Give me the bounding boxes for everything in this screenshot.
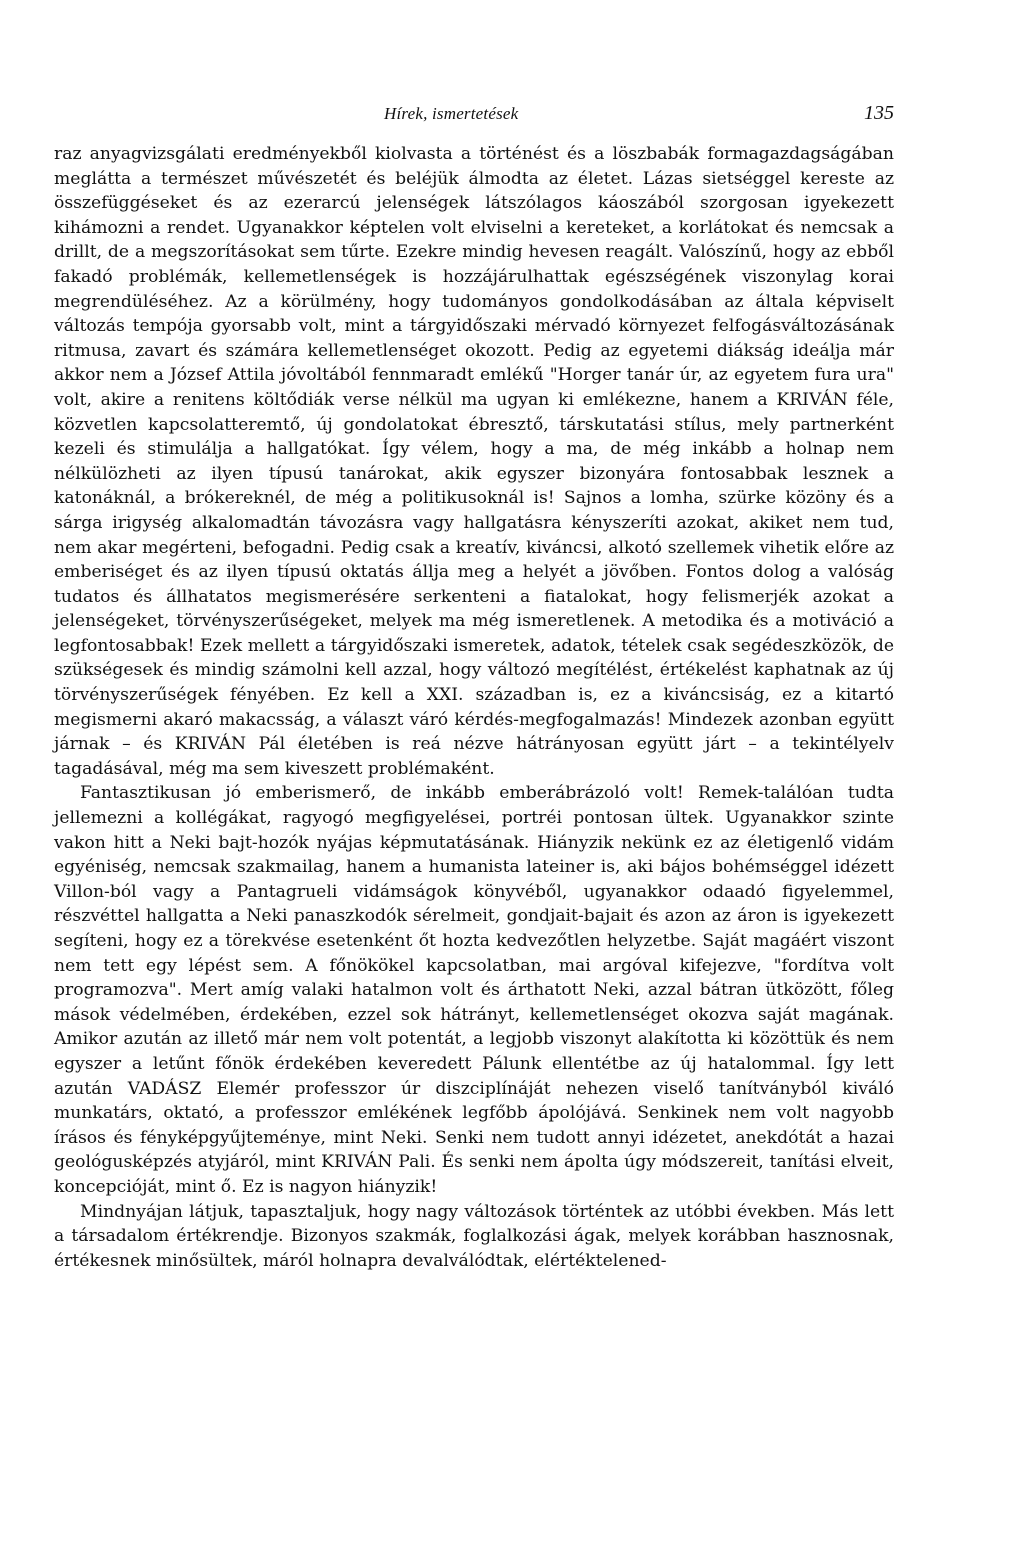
paragraph-continued: raz anyagvizsgálati eredményekből kiolvasta a történést és a löszbabák formagazdagságában meglátta a természet művészetét és beléjük álmodta az életet. Lázas sietséggel kereste az összefüggéseket és az ezerarcú jelenségek látszólagos káoszából szorgosan igyekezett kihámozni a rendet. Ugyanakkor képtelen volt elviselni a kereteket, a korlátokat és nemcsak a drillt, de a megszorításokat sem tűrte. Ezekre mindig hevesen reagált. Valószínű, hogy az ebből fakadó problémák, kellemetlenségek is hozzájárulhattak egészségének viszonylag korai megrendüléséhez. Az a körülmény, hogy tudományos gondolkodásában az általa képviselt változás tempója gyorsabb volt, mint a tárgyidőszaki mérvadó környezet felfogásváltozásának ritmusa, zavart és számára kellemetlenséget okozott. Pedig az egyetemi diákság ideálja már akkor nem a József Attila jóvoltából fennmaradt emlékű "Horger tanár úr, az egyetem fura ura" volt, akire a renitens költődiák verse nélkül ma ugyan ki emlékezne, hanem a KRIVÁN féle, közvetlen kapcsolatteremtő, új gondolatokat ébresztő, társkutatási stílus, mely partnerként kezeli és stimulálja a hallgatókat. Így vélem, hogy a ma, de még inkább a holnap nem nélkülözheti az ilyen típusú tanárokat, akik egyszer bizonyára fontosabbak lesznek a katonáknál, a brókereknél, de még a politikusoknál is! Sajnos a lomha, szürke közöny és a sárga irigység alkalomadtán távozásra vagy hallgatásra kényszeríti azokat, akiket nem tud, nem akar megérteni, befogadni. Pedig csak a kreatív, kiváncsi, alkotó szellemek vihetik előre az emberiséget és az ilyen típusú oktatás állja meg a helyét a jövőben. Fontos dolog a valóság tudatos és állhatatos megismerésére serkenteni a fiatalokat, hogy felismerjék azokat a jelenségeket, törvényszerűségeket, melyek ma még ismeretlenek. A metodika és a motiváció a legfontosabbak! Ezek mellett a tárgyidőszaki ismeretek, adatok, tételek csak segédeszközök, de szükségesek és mindig számolni kell azzal, hogy változó megítélést, értékelést kaphatnak az új törvényszerűségek fényében. Ez kell a XXI. században is, ez a kiváncsiság, ez a kitartó megismerni akaró makacsság, a választ váró kérdés-megfogalmazás! Mindezek azonban együtt járnak – és KRIVÁN Pál életében is reá nézve hátrányosan együtt járt – a tekintélyelv tagadásával, még ma sem kiveszett problémaként.	[54, 144, 894, 779]
paragraph: Mindnyájan látjuk, tapasztaljuk, hogy nagy változások történtek az utóbbi években. Más lett a társadalom értékrendje. Bizonyos szakmák, foglalkozási ágak, melyek korábban hasznosnak, értékesnek minősültek, máról holnapra devalválódtak, elértéktelened-	[54, 1201, 894, 1271]
document-page	[54, 102, 894, 1273]
body-text	[54, 142, 894, 1273]
running-head-title: Hírek, ismertetések	[384, 104, 519, 123]
paragraph: Fantasztikusan jó emberismerő, de inkább emberábrázoló volt! Remek-találóan tudta jellemezni a kollégákat, ragyogó megfigyelései, portréi pontosan ültek. Ugyanakkor szinte vakon hitt a Neki bajt-hozók nyájas képmutatásának. Hiányzik nekünk ez az életigenlő vidám egyéniség, nemcsak szakmailag, hanem a humanista lateiner is, aki bájos bohémséggel idézett Villon-ból vagy a Pantagrueli vidámságok könyvéből, ugyanakkor odaadó figyelemmel, részvéttel hallgatta a Neki panaszkodók sérelmeit, gondjait-bajait és azon az áron is igyekezett segíteni, hogy ez a törekvése esetenként őt hozta kedvezőtlen helyzetbe. Saját magáért viszont nem tett egy lépést sem. A főnökökel kapcsolatban, mai argóval kifejezve, "fordítva volt programozva". Mert amíg valaki hatalmon volt és árthatott Neki, azzal bátran ütközött, főleg mások védelmében, érdekében, ezzel sok hátrányt, kellemetlenséget okozva saját magának. Amikor azután az illető már nem volt potentát, a legjobb viszonyt alakította ki közöttük és nem egyszer a letűnt főnök érdekében keveredett Pálunk ellentétbe az új hatalommal. Így lett azután VADÁSZ Elemér professzor úr diszciplínáját nehezen viselő tanítványból kiváló munkatárs, oktató, a professzor emlékének legfőbb ápolójává. Senkinek nem volt nagyobb írásos és fényképgyűjteménye, mint Neki. Senki nem tudott annyi idézetet, anekdótát a hazai geológusképzés atyjáról, mint KRIVÁN Pali. És senki nem ápolta úgy módszereit, tanítási elveit, koncepcióját, mint ő. Ez is nagyon hiányzik!	[54, 783, 894, 1197]
running-header	[54, 102, 894, 142]
page-number: 135	[864, 102, 894, 124]
